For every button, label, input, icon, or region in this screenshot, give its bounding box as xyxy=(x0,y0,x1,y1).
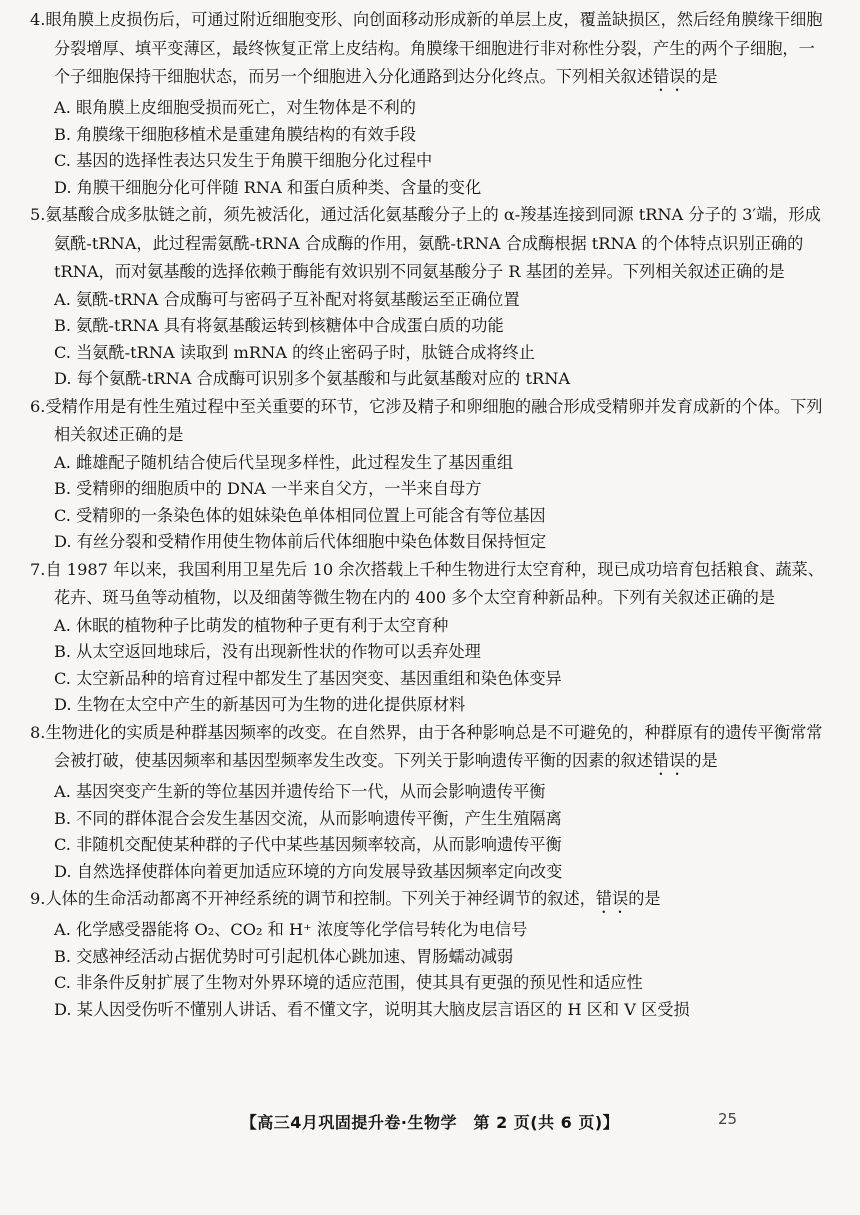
option-d: D. 某人因受伤听不懂别人讲话、看不懂文字，说明其大脑皮层言语区的 H 区和 V 区受损 xyxy=(54,999,690,1019)
question-stem: 6.受精作用是有性生殖过程中至关重要的环节，它涉及精子和卵细胞的融合形成受精卵并发育成新的个体。下列相关叙述正确的是 xyxy=(30,396,823,444)
option-b: B. 角膜缘干细胞移植术是重建角膜结构的有效手段 xyxy=(54,124,417,144)
option-a: A. 基因突变产生新的等位基因并遗传给下一代，从而会影响遗传平衡 xyxy=(54,782,546,801)
question-stem: 9.人体的生命活动都离不开神经系统的调节和控制。下列关于神经调节的叙述，错误的是 xyxy=(30,889,661,908)
option-list xyxy=(30,450,830,556)
option-d: D. 每个氨酰-tRNA 合成酶可识别多个氨基酸和与此氨基酸对应的 tRNA xyxy=(54,369,571,388)
emphasis-word: 错误 xyxy=(652,67,686,86)
question-9 xyxy=(30,885,830,1023)
page-footer: 【高三4月巩固提升卷·生物学 第 2 页(共 6 页)】 xyxy=(240,1113,620,1132)
option-b: B. 交感神经活动占据优势时可引起机体心跳加速、胃肠蠕动减弱 xyxy=(54,946,514,966)
option-d: D. 角膜干细胞分化可伴随 RNA 和蛋白质种类、含量的变化 xyxy=(54,177,482,197)
question-stem: 7.自 1987 年以来，我国利用卫星先后 10 余次搭载上千种生物进行太空育种，现已成功培育包括粮食、蔬菜、花卉、斑马鱼等动植物，以及细菌等微生物在内的 400 多个太空育种新品种。下列有关叙述正确的是 xyxy=(30,559,824,607)
question-7 xyxy=(30,556,830,719)
option-list xyxy=(30,95,830,201)
option-b: B. 从太空返回地球后，没有出现新性状的作物可以丢弃处理 xyxy=(54,642,481,661)
option-a: A. 眼角膜上皮细胞受损而死亡，对生物体是不利的 xyxy=(54,98,416,117)
question-list xyxy=(30,6,830,1023)
option-d: D. 自然选择使群体向着更加适应环境的方向发展导致基因频率定向改变 xyxy=(54,861,563,881)
question-stem: 5.氨基酸合成多肽链之前，须先被活化，通过活化氨基酸分子上的 α-羧基连接到同源 tRNA 分子的 3′端，形成氨酰-tRNA，此过程需氨酰-tRNA 合成酶的作用，氨酰-tRNA 合成酶根据 tRNA 的个体特点识别正确的 tRNA，而对氨基酸的选择依赖于酶能有效识别不同氨基酸分子 R 基团的差异。下列相关叙述正确的是 xyxy=(30,205,821,281)
option-list xyxy=(30,779,830,885)
option-b: B. 氨酰-tRNA 具有将氨基酸运转到核糖体中合成蛋白质的功能 xyxy=(54,316,504,335)
option-b: B. 受精卵的细胞质中的 DNA 一半来自父方，一半来自母方 xyxy=(54,479,482,498)
option-c: C. 受精卵的一条染色体的姐妹染色单体相同位置上可能含有等位基因 xyxy=(54,505,546,525)
option-c: C. 非条件反射扩展了生物对外界环境的适应范围，使其具有更强的预见性和适应性 xyxy=(54,973,643,992)
emphasis-word: 错误 xyxy=(652,751,686,770)
question-stem: 4.眼角膜上皮损伤后，可通过附近细胞变形、向创面移动形成新的单层上皮，覆盖缺损区，然后经角膜缘干细胞分裂增厚、填平变薄区，最终恢复正常上皮结构。角膜缘干细胞进行非对称性分裂，产生的两个子细胞，一个子细胞保持干细胞状态，而另一个细胞进入分化通路到达分化终点。下列相关叙述错误的是 xyxy=(30,10,823,86)
option-c: C. 非随机交配使某种群的子代中某些基因频率较高，从而影响遗传平衡 xyxy=(54,835,562,854)
option-list xyxy=(30,287,830,393)
option-a: A. 休眠的植物种子比萌发的植物种子更有利于太空育种 xyxy=(54,615,449,635)
option-c: C. 太空新品种的培育过程中都发生了基因突变、基因重组和染色体变异 xyxy=(54,668,562,688)
option-a: A. 化学感受器能将 O₂、CO₂ 和 H⁺ 浓度等化学信号转化为电信号 xyxy=(54,920,528,939)
option-b: B. 不同的群体混合会发生基因交流，从而影响遗传平衡，产生生殖隔离 xyxy=(54,808,562,828)
question-stem: 8.生物进化的实质是种群基因频率的改变。在自然界，由于各种影响总是不可避免的，种群原有的遗传平衡常常会被打破，使基因频率和基因型频率发生改变。下列关于影响遗传平衡的因素的叙述错误的是 xyxy=(30,722,823,770)
emphasis-word: 错误 xyxy=(595,889,629,908)
option-d: D. 有丝分裂和受精作用使生物体前后代体细胞中染色体数目保持恒定 xyxy=(54,532,547,551)
page-code: 25 xyxy=(718,1110,738,1128)
question-5 xyxy=(30,201,830,393)
option-a: A. 氨酰-tRNA 合成酶可与密码子互补配对将氨基酸运至正确位置 xyxy=(54,289,520,309)
question-4 xyxy=(30,6,830,201)
option-list xyxy=(30,613,830,719)
option-c: C. 当氨酰-tRNA 读取到 mRNA 的终止密码子时，肽链合成将终止 xyxy=(54,342,535,362)
option-a: A. 雌雄配子随机结合使后代呈现多样性，此过程发生了基因重组 xyxy=(54,452,514,472)
option-c: C. 基因的选择性表达只发生于角膜干细胞分化过程中 xyxy=(54,151,433,170)
option-d: D. 生物在太空中产生的新基因可为生物的进化提供原材料 xyxy=(54,695,466,714)
question-8 xyxy=(30,719,830,886)
option-list xyxy=(30,917,830,1023)
question-6 xyxy=(30,393,830,556)
